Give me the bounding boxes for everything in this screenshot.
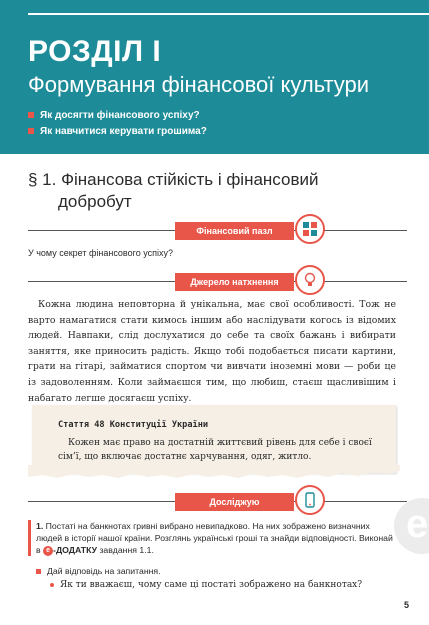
paragraph-title: § 1. Фінансова стійкість і фінансовий добробут — [28, 170, 319, 211]
sub-instruction: Дай відповідь на запитання. — [36, 566, 161, 576]
ribbon-label: Досліджую — [175, 493, 294, 511]
watermark-logo: е — [394, 498, 429, 554]
section-title: Формування фінансової культури — [28, 72, 370, 97]
constitution-quote — [32, 405, 396, 473]
e-dodatok-icon[interactable]: е — [43, 546, 53, 556]
task-marker — [28, 520, 31, 556]
header-rule — [28, 13, 429, 15]
puzzle-icon — [295, 214, 325, 244]
key-question: Як навчитися керувати грошима? — [28, 126, 207, 137]
e-dodatok-link[interactable]: -ДОДАТКУ — [53, 545, 98, 555]
section-label: РОЗДІЛ І — [28, 35, 162, 68]
ribbon-label: Джерело натхнення — [175, 273, 294, 291]
lightbulb-icon — [295, 265, 325, 295]
puzzle-question: У чому секрет фінансового успіху? — [28, 248, 173, 258]
bullet-square-icon — [36, 569, 41, 574]
ribbon-explore — [28, 492, 407, 512]
sub-question: Як ти вважаєш, чому саме ці постаті зображено на банкнотах? — [50, 580, 362, 590]
key-question: Як досягти фінансового успіху? — [28, 110, 200, 121]
quote-title: Стаття 48 Конституції України — [58, 420, 209, 430]
quote-text: Кожен має право на достатній життєвий рівень для себе і своєї сім’ї, що включає достатнє харчування, одяг, житло. — [58, 438, 372, 462]
chapter-header — [0, 0, 429, 154]
bullet-dot-icon — [50, 583, 54, 587]
ribbon-inspiration — [28, 272, 407, 292]
body-paragraph: Кожна людина неповторна й унікальна, має свої особливості. Тож не варто намагатися стати кимось іншим або наслідувати когось із відомих людей. Навпаки, слід дослухатися до себе та своїх бажань і вибирати заняття, яке приносить радість. Якщо тобі подобається писати картини, грати на гітарі, займатися спортом чи вивчати іноземні мови — роби це із задоволенням. Коли займаєшся тим, що любиш, стаєш щасливішим і набагато легше досягаєш успіху. — [28, 299, 396, 404]
ribbon-label: Фінансовий пазл — [175, 222, 294, 240]
torn-edge — [28, 465, 400, 481]
page-number: 5 — [404, 600, 410, 610]
bullet-square-icon — [28, 112, 34, 118]
bullet-square-icon — [28, 128, 34, 134]
task-text: 1. Постаті на банкнотах гривні вибрано невипадково. На них зображено визначних людей в історії нашої країни. Розглянь українські гроші та знайди відповідності. Виконай в е -ДОДАТКУ завдання 1.1. — [36, 521, 393, 555]
phone-icon — [295, 485, 325, 515]
ribbon-financial-puzzle — [28, 221, 407, 241]
